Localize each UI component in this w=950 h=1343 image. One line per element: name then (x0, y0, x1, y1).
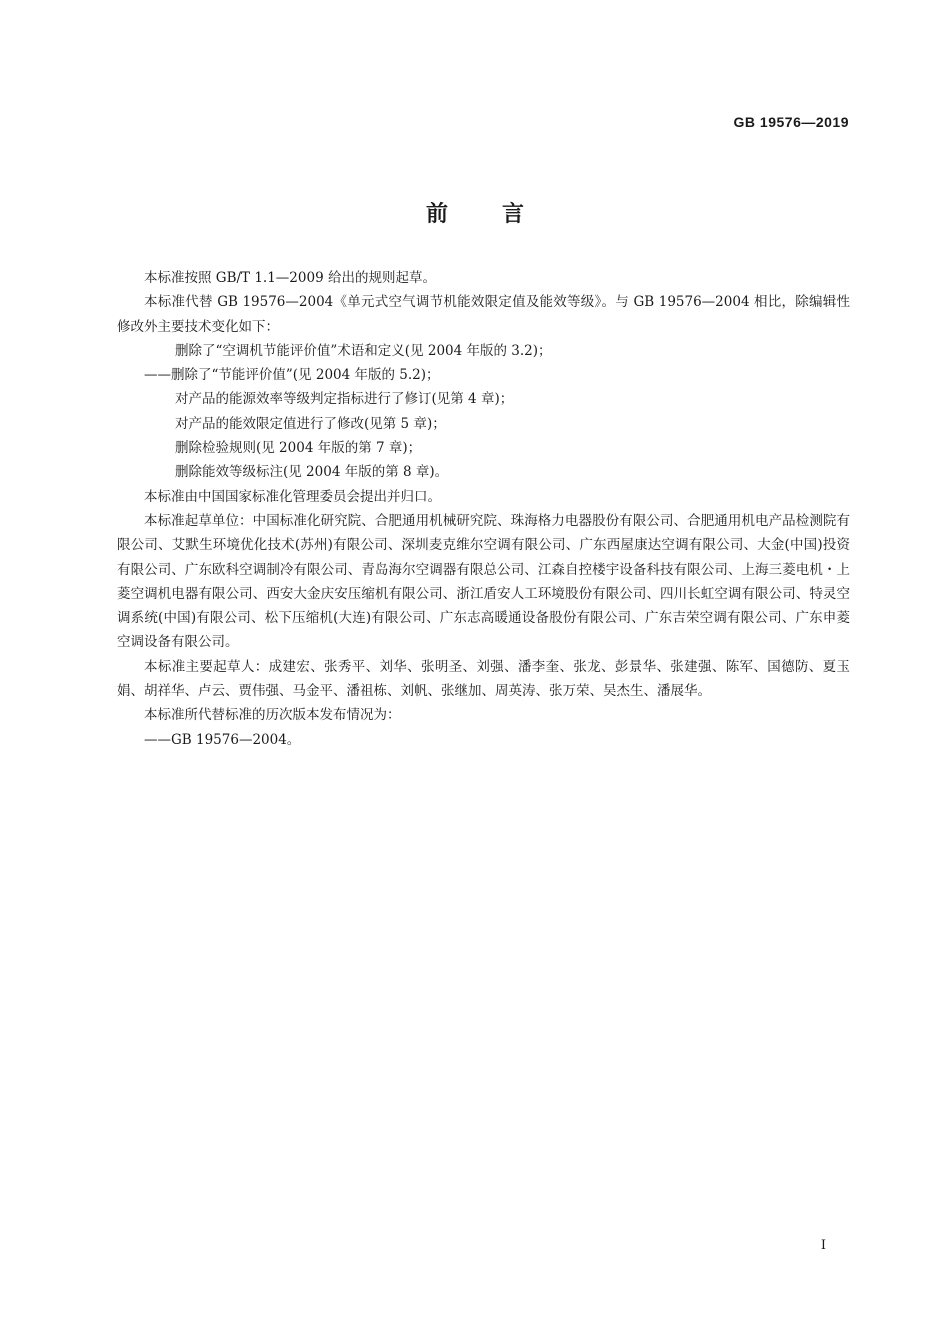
change-item: 对产品的能效限定值进行了修改(见第 5 章)； (175, 415, 446, 432)
title-char-1: 前 (425, 202, 448, 227)
foreword-body (117, 266, 850, 752)
paragraph-drafting-units: 本标准起草单位：中国标准化研究院、合肥通用机械研究院、珠海格力电器股份有限公司、合肥通用机电产品检测院有限公司、艾默生环境优化技术(苏州)有限公司、深圳麦克维尔空调有限公司、广东西屋康达空调有限公司、大金(中国)投资有限公司、广东欧科空调制冷有限公司、青岛海尔空调器有限总公司、江森自控楼宇设备科技有限公司、上海三菱电机・上菱空调机电器有限公司、西安大金庆安压缩机有限公司、浙江盾安人工环境股份有限公司、四川长虹空调有限公司、特灵空调系统(中国)有限公司、松下压缩机(大连)有限公司、广东志高暖通设备股份有限公司、广东吉荣空调有限公司、广东申菱空调设备有限公司。 (117, 512, 850, 651)
paragraph-drafting-rules: 本标准按照 GB/T 1.1—2009 给出的规则起草。 (144, 270, 436, 286)
change-item: 对产品的能源效率等级判定指标进行了修订(见第 4 章)； (175, 391, 514, 408)
page-title (0, 197, 950, 228)
change-item: 删除检验规则(见 2004 年版的第 7 章)； (175, 440, 422, 457)
change-item: 删除了“空调机节能评价值”术语和定义(见 2004 年版的 3.2)； (175, 342, 552, 359)
change-item: 删除能效等级标注(见 2004 年版的第 8 章)。 (175, 464, 449, 481)
standard-code: GB 19576—2019 (733, 114, 849, 130)
history-item: ——GB 19576—2004。 (144, 731, 301, 748)
title-char-2: 言 (502, 202, 525, 227)
paragraph-drafters: 本标准主要起草人：成建宏、张秀平、刘华、张明圣、刘强、潘李奎、张龙、彭景华、张建强、陈军、国德防、夏玉娟、胡祥华、卢云、贾伟强、马金平、潘祖栋、刘帆、张继加、周英涛、张万荣、吴杰生、潘展华。 (117, 658, 850, 700)
page-number: I (820, 1238, 826, 1253)
paragraph-history-intro: 本标准所代替标准的历次版本发布情况为： (144, 707, 401, 724)
change-item: ——删除了“节能评价值”(见 2004 年版的 5.2)； (144, 367, 440, 384)
paragraph-proposer: 本标准由中国国家标准化管理委员会提出并归口。 (144, 488, 441, 505)
paragraph-replaces: 本标准代替 GB 19576—2004《单元式空气调节机能效限定值及能效等级》。与 GB 19576—2004 相比，除编辑性修改外主要技术变化如下： (117, 294, 850, 335)
